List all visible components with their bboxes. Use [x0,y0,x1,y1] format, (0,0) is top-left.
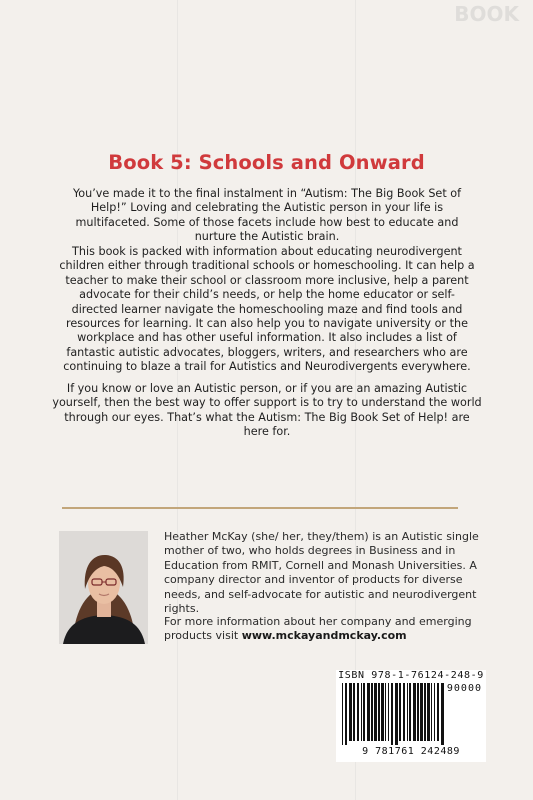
barcode-bar [353,683,355,741]
price-code: 90000 [446,683,482,694]
barcode-bar [427,683,430,741]
barcode-bar [413,683,416,741]
barcode-bar [367,683,370,741]
barcode-bar [374,683,377,741]
barcode-bar [403,683,405,741]
barcode-bar [385,683,386,741]
barcode-bar [378,683,380,741]
barcode-bar [395,683,398,745]
barcode-bar [391,683,393,745]
barcode-bar [409,683,411,741]
barcode-bar [345,683,347,745]
content-paragraph: This book is packed with information about educating neurodivergent children either through traditional schools or homeschooling. It can help a teacher to make their school or classroom more inclusive, help a parent advocate for their child’s needs, or help the home educator or self-directed learner navigate the homeschooling maze and find tools and resources for learning. It can also help you to navigate university or the workplace and has other useful information. It also includes a list of fantastic autistic advocates, bloggers, writers, and researchers who are continuing to blaze a trail for Autistics and Neurodivergents everywhere. [59,245,475,374]
barcode-bar [349,683,352,741]
barcode-bar [441,683,444,745]
barcode-bar [388,683,389,741]
more-info-text: For more information about her company and emerging products visit [164,615,472,643]
barcode-bar [371,683,373,741]
isbn-barcode [336,670,486,762]
barcode-bar [361,683,362,741]
barcode-bar [399,683,401,741]
intro-paragraph: You’ve made it to the final instalment in “Autism: The Big Book Set of Help!” Loving and celebrating the Autistic person in your life is multifaceted. Some of those facets include how best to educate and nurture the Autistic brain. [72,187,462,244]
ean-number: 9 781761 242489 [362,746,460,757]
closing-paragraph: If you know or love an Autistic person, or if you are an amazing Autistic yourself, then the best way to offer support is to try to understand the world through our eyes. That’s what the Autism: The Big Book Set of Help! are here for. [52,382,482,439]
barcode-bar [417,683,419,741]
barcode-bars [342,683,446,745]
barcode-bar [431,683,432,741]
barcode-bar [363,683,365,741]
author-photo [59,531,148,644]
barcode-bar [381,683,384,741]
barcode-bar [434,683,435,741]
isbn-number: ISBN 978-1-76124-248-9 [338,670,484,681]
watermark: BOOK [454,2,519,26]
barcode-bar [420,683,423,741]
barcode-bar [342,683,343,745]
barcode-bar [437,683,439,741]
barcode-bar [424,683,426,741]
author-website-link[interactable]: www.mckayandmckay.com [241,629,407,643]
barcode-bar [407,683,408,741]
author-bio: Heather McKay (she/ her, they/them) is an Autistic single mother of two, who holds degrees in Business and in Education from RMIT, Cornell and Monash Universities. A company director and inventor of products for diverse needs, and self-advocate for autistic and neurodivergent rights. [164,530,479,616]
author-more-info [164,615,484,644]
barcode-bar [357,683,359,741]
book-title: Book 5: Schools and Onward [108,151,425,174]
divider [62,507,458,509]
